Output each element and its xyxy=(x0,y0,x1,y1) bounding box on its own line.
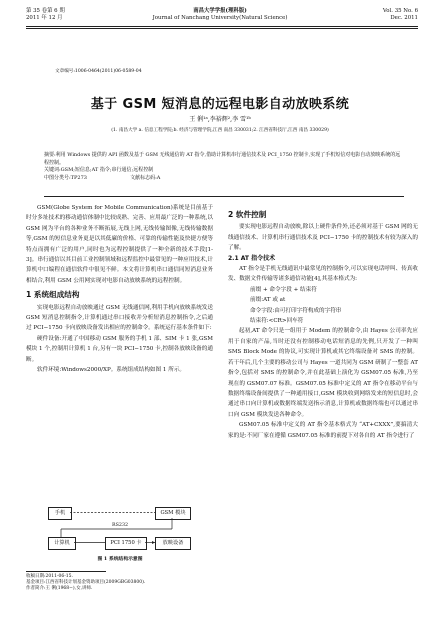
volume-line: 第 35 卷第 6 期 xyxy=(26,8,65,14)
section-1-paragraph-3: 软件环境:Windows2000/XP。系统组成结构如图 1 所示。 xyxy=(37,367,186,374)
at-prefix-line: 前缀:AT 或 at xyxy=(250,297,286,304)
keywords: 关键词:GSM;短信息;AT 指令;串行通信;远程控制 xyxy=(44,167,154,174)
classification-line xyxy=(44,175,404,183)
date-line: 2011 年 12 月 xyxy=(26,15,63,21)
section-1-heading: 1 系统组成结构 xyxy=(26,290,80,300)
fig-connectors xyxy=(40,503,200,563)
abstract-rule xyxy=(44,196,404,197)
section-1-paragraph-2: 硬件设备:开通了中国移动 GSM 服务的手机 1 部、SIM 卡 1 张,GSM 模块 1 个,控制用计算机 1 台,另有一块 PCI−1750 卡,控制各放映设备的通断。 xyxy=(26,335,213,363)
journal-name-en: Journal of Nanchang University(Natural Science) xyxy=(152,15,288,21)
at-format-list xyxy=(228,285,418,327)
article-number: 文章编号:1006-0464(2011)06-0589-04 xyxy=(55,69,142,74)
journal-name-cn: 南昌大学学报(理科版) xyxy=(193,8,247,14)
section-2-1-paragraph-1: AT 指令是手机无线通讯中最常见的控制指令,可以实现电话呼叫、传真收发、数据文件传输等诸多通信功能[4],其基本格式为: xyxy=(228,266,418,283)
footnote xyxy=(26,574,213,593)
abstract: 摘要:利用 Windows 提供的 API 函数及基于 GSM 无线通信的 AT 指令,借助计算机串行通信技术及 PCI_1750 控制卡,实现了手机短信对电影自动放映系统的远程控制。 xyxy=(44,152,401,166)
section-2-heading: 2 软件控制 xyxy=(228,210,267,219)
paper-title: 基于 GSM 短消息的远程电影自动放映系统 xyxy=(90,97,350,112)
fig-device-box: 放映设备 xyxy=(155,537,191,550)
abstract-block xyxy=(44,152,404,182)
right-column xyxy=(228,210,418,441)
header-rule-2 xyxy=(26,28,418,29)
section-1-paragraph-1: 实现电影远程自动放映通过 GSM 无线通信网,利用手机向放映系统发送 GSM 短消息控制指令,计算机通过串口接收并分析短消息控制指令,之后通过 PCI−1750 卡向放映设备发出相应的控制命令。系统运行基本条件如下: xyxy=(26,304,213,332)
journal-header-center xyxy=(100,8,340,22)
section-2-1-paragraph-2: 起初,AT 命令只是一组用于 Modem 的控制命令,由 Hayes 公司率先应用于自家的产品,当时还没有控制移动电话短消息的先例,只开发了一种叫 SMS Block Mode 的协议,可实现计算机或其它终端设备对 SMS 的控制。若干年后,几个主要的移动公司与 Hayes 一道共同为 GSM 研制了一整套 AT 指令,包括对 SMS 的控制命令,并在此基础上演化为 GSM07.05 标准,乃至现在的 GSM07.07 标准。GSM07.05 标准中定义的 AT 指令在移动平台与数据终端设备间提供了一种通用接口,GSM 模块收到网络发来的短信息时,会通过串口向计算机或数据终端发送指示消息,计算机或数据终端也可以通过串口向 GSM 模块发送各种命令。 xyxy=(228,328,418,418)
doc-code: 文献标志码:A xyxy=(130,174,161,181)
funding: 基金项目:江西省科技计划基金资助项目(2009GBG03800). xyxy=(26,580,146,586)
fig-rs232-label: RS232 xyxy=(112,523,129,528)
section-2-paragraph: 要实现电影远程自动放映,除以上硬件条件外,还必须对基于 GSM 网的无线通信技术、计算机串行通信技术及 PCI−1750 卡的控制技术有较为深入的了解。 xyxy=(228,224,418,252)
volume-line-en: Vol. 35 No. 6 xyxy=(382,8,418,14)
figure-1 xyxy=(40,503,200,563)
fig-pci-box: PCI 1750 卡 xyxy=(105,537,147,550)
fig-gsm-box: GSM 模块 xyxy=(155,507,191,520)
at-format-line: 前缀 + 命令字段 + 结束符 xyxy=(250,286,317,293)
left-column xyxy=(26,203,213,376)
author-bio: 作者简介:王 俐(1968−),女,讲师. xyxy=(26,586,93,592)
classification: 中图分类号:TP273 xyxy=(44,174,87,181)
at-command-line: 命令字段:由可打印字符构成的字符串 xyxy=(250,307,342,314)
journal-header-right xyxy=(383,8,418,22)
fig-pc-box: 计算机 xyxy=(48,537,76,550)
figure-caption: 图 1 系统结构示意图 xyxy=(97,556,143,562)
affiliation: (1. 南昌大学 a. 信息工程学院;b. 经济与管理学院,江西 南昌 330031;2. 江西省科技厅,江西 南昌 330029) xyxy=(111,128,329,133)
fig-phone-box: 手机 xyxy=(48,507,72,520)
received-date: 收稿日期:2011-06-15. xyxy=(26,574,73,579)
section-2-1-heading: 2.1 AT 指令技术 xyxy=(228,254,276,262)
at-terminator-line: 结束符:<CR>回车符 xyxy=(250,318,304,325)
section-2-1-paragraph-3: GSM07.05 标准中定义的 AT 指令基本格式为 “AT+CXXX”,要搞清大家的是:不同厂家在遵循 GSM07.05 标准的前提下对各自的 AT 指令进行了 xyxy=(228,422,418,439)
footnote-rule xyxy=(26,571,106,572)
intro-paragraph: GSM(Globe System for Mobile Communication)系统是目前基于时分多址技术的移动通信体制中比较成熟、完善、应用最广泛的一种系统,以 GSM 网为平台的各种业务不断拓展,无线上网,无线传输图像,无线传输数据等,GSM 的短信息业务更是以其低廉的价格、可靠的传输性能及快捷方便等特点而拥有广泛的用户,同时也为远程控制提供了一种全新的技术手段[1-3]。串行通信以其目前工业控制领域和远程监控中最常见的一种应用技术,计算机中口编程在通信软件中很见不鲜。本文将计算机串口通信同短消息业务相结合,利用 GSM 公用网实现对电影自动放映系统的远程控制。 xyxy=(26,205,213,284)
authors: 王 俐¹ᵃ,李裕辉²,李 雪¹ᵇ xyxy=(189,116,251,123)
date-line-en: Dec. 2011 xyxy=(390,15,418,21)
journal-header-left xyxy=(26,8,65,22)
header-rule xyxy=(26,26,418,27)
